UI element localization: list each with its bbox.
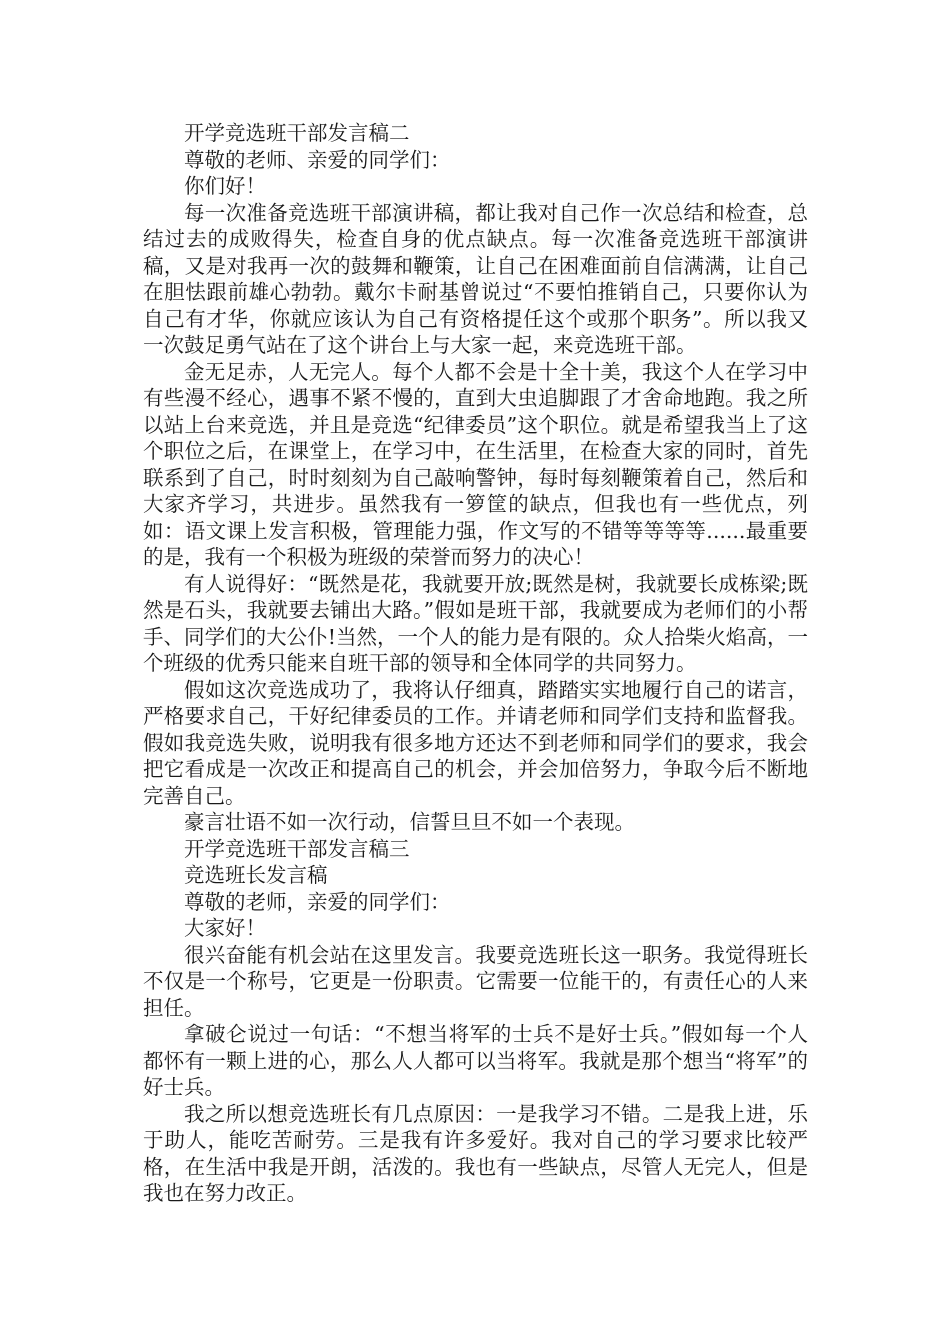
body-paragraph: 拿破仑说过一句话：“不想当将军的士兵不是好士兵。”假如每一个人都怀有一颗上进的心，那么人人都可以当将军。我就是那个想当“将军”的好士兵。 — [143, 1022, 808, 1099]
body-paragraph: 很兴奋能有机会站在这里发言。我要竞选班长这一职务。我觉得班长不仅是一个称号，它更是一份职责。它需要一位能干的，有责任心的人来担任。 — [143, 942, 808, 1020]
section-title: 开学竞选班干部发言稿三 — [184, 836, 410, 861]
greeting: 你们好！ — [184, 174, 266, 198]
body-paragraph: 假如这次竞选成功了，我将认仔细真，踏踏实实地履行自己的诺言，严格要求自己，干好纪律委员的工作。并请老师和同学们支持和监督我。假如我竞选失败，说明我有很多地方还达不到老师和同学们的要求，我会把它看成是一次改正和提高自己的机会，并会加倍努力，争取今后不断地完善自己。 — [143, 677, 808, 808]
body-paragraph: 我之所以想竞选班长有几点原因：一是我学习不错。二是我上进，乐于助人，能吃苦耐劳。三是我有许多爱好。我对自己的学习要求比较严格，在生活中我是开朗，活泼的。我也有一些缺点，尽管人无完人，但是我也在努力改正。 — [143, 1101, 808, 1205]
body-paragraph: 金无足赤，人无完人。每个人都不会是十全十美，我这个人在学习中有些漫不经心，遇事不紧不慢的，直到大虫追脚跟了才舍命地跑。我之所以站上台来竞选，并且是竞选“纪律委员”这个职位。就是希望我当上了这个职位之后，在课堂上，在学习中，在生活里，在检查大家的同时，首先联系到了自己，时时刻刻为自己敲响警钟，每时每刻鞭策着自己，然后和大家齐学习，共进步。虽然我有一箩筐的缺点，但我也有一些优点，列如：语文课上发言积极，管理能力强，作文写的不错等等等等......最重要的是，我有一个积极为班级的荣誉而努力的决心！ — [143, 359, 808, 569]
body-paragraph: 有人说得好：“既然是花，我就要开放;既然是树，我就要长成栋梁;既然是石头，我就要去铺出大路。”假如是班干部，我就要成为老师们的小帮手、同学们的大公仆!当然，一个人的能力是有限的。众人拾柴火焰高，一个班级的优秀只能来自班干部的领导和全体同学的共同努力。 — [143, 571, 808, 675]
subtitle: 竞选班长发言稿 — [184, 863, 328, 887]
closing-line: 豪言壮语不如一次行动，信誓旦旦不如一个表现。 — [184, 810, 635, 834]
greeting: 大家好！ — [184, 916, 266, 940]
section-title: 开学竞选班干部发言稿二 — [184, 121, 410, 145]
salutation: 尊敬的老师、亲爱的同学们： — [184, 147, 451, 172]
body-paragraph: 每一次准备竞选班干部演讲稿，都让我对自己作一次总结和检查，总结过去的成败得失，检查自身的优点缺点。每一次准备竞选班干部演讲稿，又是对我再一次的鼓舞和鞭策，让自己在困难面前自信满满，让自己在胆怯跟前雄心勃勃。戴尔卡耐基曾说过“不要怕推销自己，只要你认为自己有才华，你就应该认为自己有资格提任这个或那个职务”。所以我又一次鼓足勇气站在了这个讲台上与大家一起，来竞选班干部。 — [143, 200, 808, 357]
salutation: 尊敬的老师，亲爱的同学们： — [184, 889, 451, 914]
document-body — [143, 120, 808, 1207]
